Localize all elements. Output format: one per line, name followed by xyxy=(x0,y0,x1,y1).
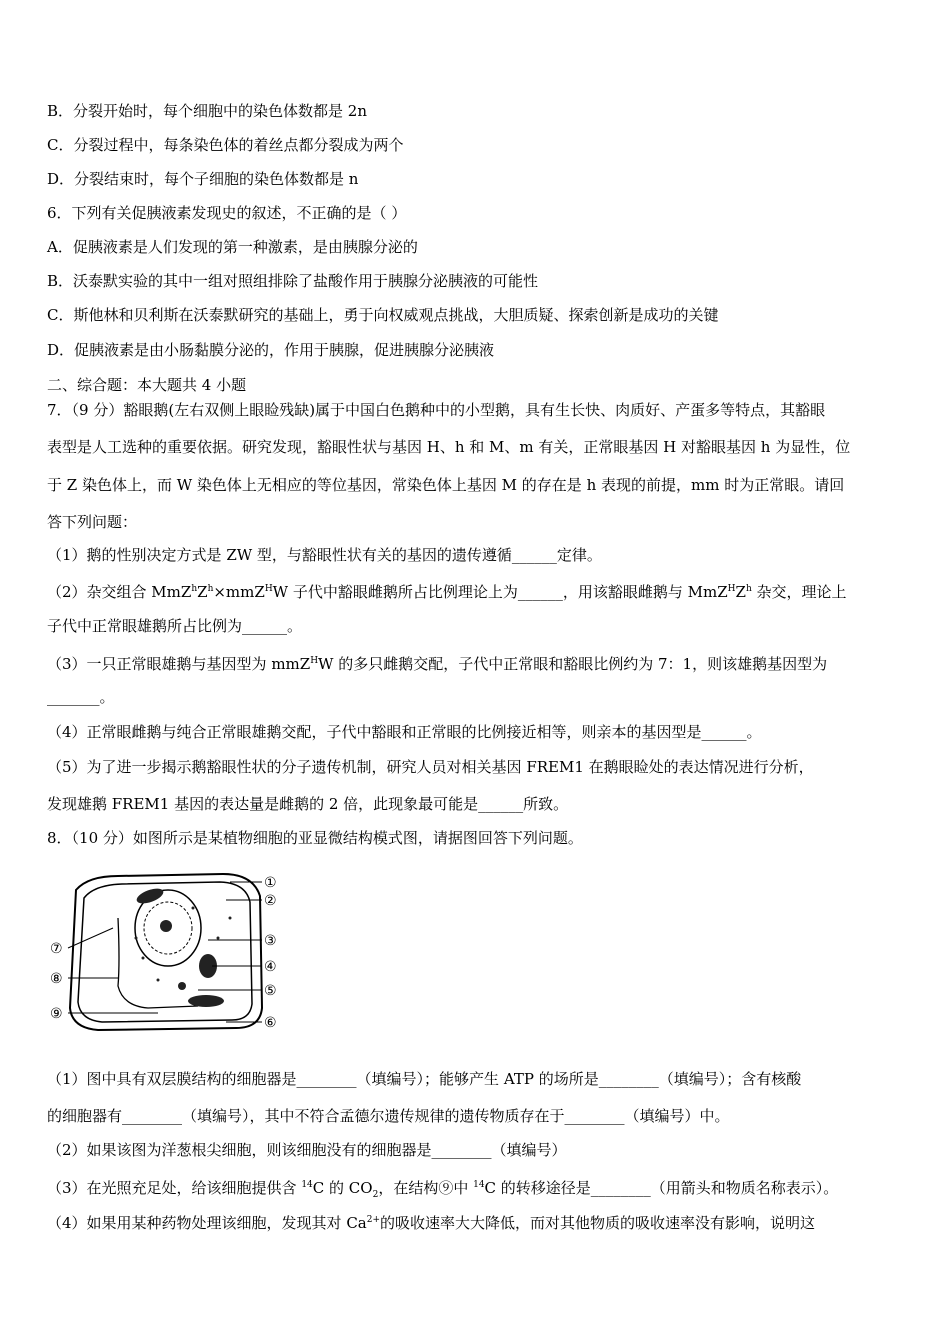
section-2-heading: 二、综合题：本大题共 4 小题 xyxy=(47,376,247,394)
q7-stem-line-3: 于 Z 染色体上，而 W 染色体上无相应的等位基因，常染色体上基因 M 的存在是 h 表现的前提，mm 时为正常眼。请回 xyxy=(47,476,845,494)
q8-part-1-line-2: 的细胞器有________（填编号），其中不符合孟德尔遗传规律的遗传物质存在于________（填编号）中。 xyxy=(47,1107,730,1125)
q5-option-d: D．分裂结束时，每个子细胞的染色体数都是 n xyxy=(47,170,359,188)
chloroplast-top xyxy=(135,886,165,907)
figure-label-5: ⑤ xyxy=(264,983,277,999)
q7-part-2-line-1: （2）杂交组合 $MmZ^hZ^h\times mmZ^HW$ 子代中豁眼雌鹅所占比例理论上为______，用该豁眼雌鹅与 $MmZ^HZ^h$ 杂交，理论上 xyxy=(47,583,847,601)
q6-option-d: D．促胰液素是由小肠黏膜分泌的，作用于胰腺，促进胰腺分泌胰液 xyxy=(47,341,495,359)
q7-part-2-line-2: 子代中正常眼雄鹅所占比例为______。 xyxy=(47,617,303,635)
ribosome-cluster xyxy=(178,982,186,990)
q6-option-c: C．斯他林和贝利斯在沃泰默研究的基础上，勇于向权威观点挑战，大胆质疑、探索创新是成功的关键 xyxy=(47,306,719,324)
cell-wall-outer xyxy=(70,874,262,1030)
q7-part-1: （1）鹅的性别决定方式是 ZW 型，与豁眼性状有关的基因的遗传遵循______定律。 xyxy=(47,546,602,564)
figure-label-6: ⑥ xyxy=(264,1015,277,1031)
q7-part-5-line-2: 发现雄鹅 FREM1 基因的表达量是雌鹅的 2 倍，此现象最可能是______所致。 xyxy=(47,795,569,813)
q8-part-3: （3）在光照充足处，给该细胞提供含 $^{14}$C 的 $CO_2$，在结构⑨中 $^{14}$C 的转移途径是________（用箭头和物质名称表示）。 xyxy=(47,1179,839,1200)
q8-part-1-line-1: （1）图中具有双层膜结构的细胞器是________（填编号）；能够产生 ATP 的场所是________（填编号）；含有核酸 xyxy=(47,1070,802,1088)
q5-option-b: B．分裂开始时，每个细胞中的染色体数都是 2n xyxy=(47,102,367,120)
plant-cell-diagram xyxy=(48,868,283,1034)
figure-label-4: ④ xyxy=(264,959,277,975)
q7-stem-line-2: 表型是人工选种的重要依据。研究发现，豁眼性状与基因 H、h 和 M、m 有关，正常眼基因 H 对豁眼基因 h 为显性，位 xyxy=(47,438,851,456)
figure-label-3: ③ xyxy=(264,933,277,949)
q7-stem-line-4: 答下列问题： xyxy=(47,513,138,531)
q6-stem: 6．下列有关促胰液素发现史的叙述，不正确的是（ ） xyxy=(47,204,407,222)
q7-part-5-line-1: （5）为了进一步揭示鹅豁眼性状的分子遗传机制，研究人员对相关基因 FREM1 在鹅眼睑处的表达情况进行分析， xyxy=(47,758,814,776)
cell-membrane xyxy=(78,882,252,1022)
nucleolus xyxy=(160,920,172,932)
q8-stem: 8．（10 分）如图所示是某植物细胞的亚显微结构模式图，请据图回答下列问题。 xyxy=(47,829,583,847)
chloroplast-bottom xyxy=(188,995,224,1007)
q8-part-2: （2）如果该图为洋葱根尖细胞，则该细胞没有的细胞器是________（填编号） xyxy=(47,1141,567,1159)
q6-option-a: A．促胰液素是人们发现的第一种激素，是由胰腺分泌的 xyxy=(47,238,418,256)
q7-part-3-line-2: _______。 xyxy=(47,688,115,706)
q7-part-4: （4）正常眼雌鹅与纯合正常眼雄鹅交配，子代中豁眼和正常眼的比例接近相等，则亲本的基因型是______。 xyxy=(47,723,762,741)
vacuole-outline xyxy=(118,918,198,1008)
figure-label-8: ⑧ xyxy=(50,971,63,987)
figure-label-7: ⑦ xyxy=(50,941,63,957)
figure-label-9: ⑨ xyxy=(50,1006,63,1022)
plant-cell-svg xyxy=(48,868,283,1034)
q8-part-4: （4）如果用某种药物处理该细胞，发现其对 $Ca^{2+}$的吸收速率大大降低，而对其他物质的吸收速率没有影响，说明这 xyxy=(47,1214,816,1232)
q7-part-3-line-1: （3）一只正常眼雄鹅与基因型为 mmZ$^H$W 的多只雌鹅交配，子代中正常眼和豁眼比例约为 7：1，则该雄鹅基因型为 xyxy=(47,655,828,673)
q6-option-b: B．沃泰默实验的其中一组对照组排除了盐酸作用于胰腺分泌胰液的可能性 xyxy=(47,272,539,290)
figure-label-1: ① xyxy=(264,875,277,891)
figure-label-2: ② xyxy=(264,893,277,909)
q7-stem-line-1: 7．（9 分）豁眼鹅(左右双侧上眼睑残缺)属于中国白色鹅种中的小型鹅，具有生长快、肉质好、产蛋多等特点，其豁眼 xyxy=(47,401,826,419)
q5-option-c: C．分裂过程中，每条染色体的着丝点都分裂成为两个 xyxy=(47,136,404,154)
